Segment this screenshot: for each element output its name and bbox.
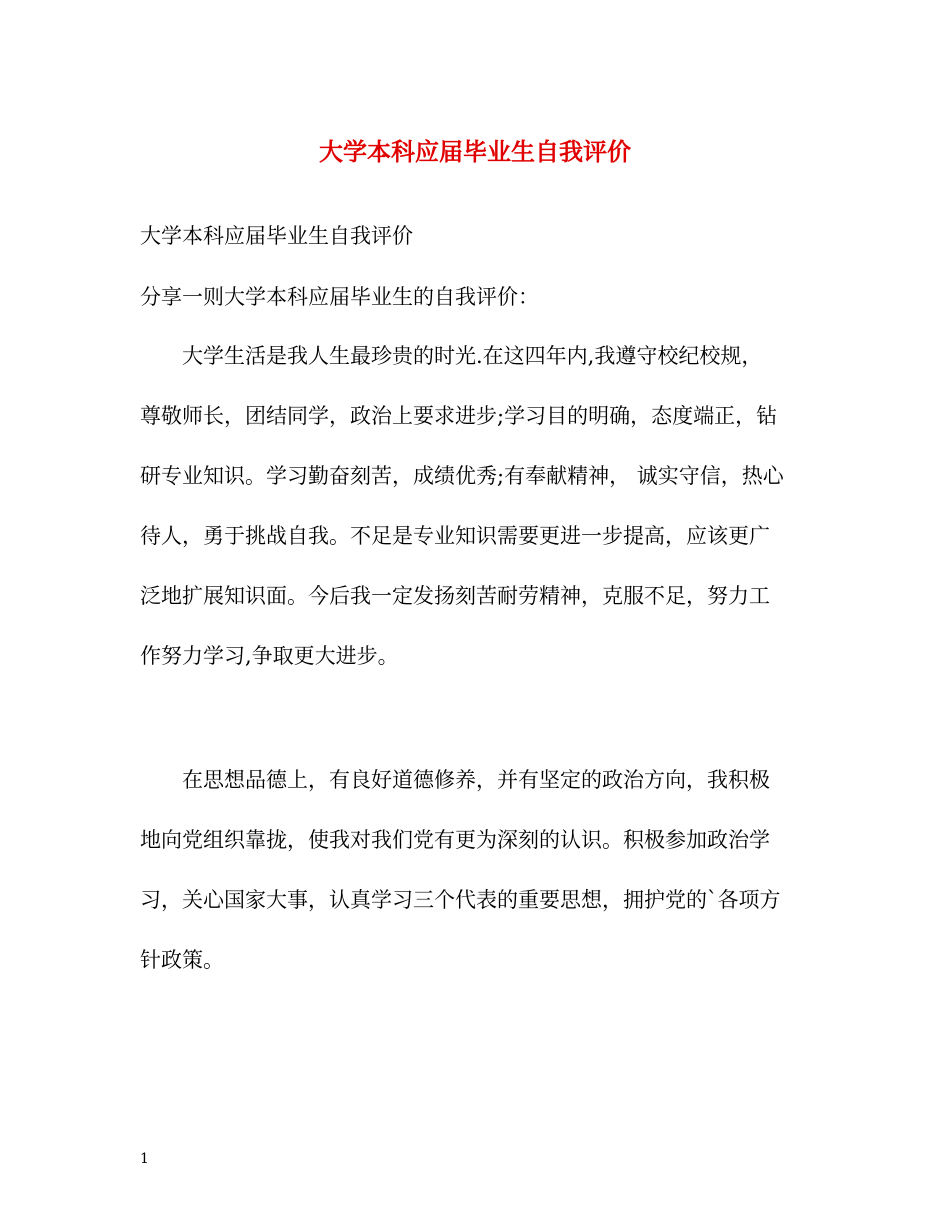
- paragraph-line: 针政策。: [140, 948, 224, 972]
- paragraph-line: 在思想品德上，有良好道德修养，并有坚定的政治方向，我积极: [182, 768, 770, 792]
- paragraph-line: 泛地扩展知识面。今后我一定发扬刻苦耐劳精神，克服不足，努力工: [140, 584, 770, 608]
- paragraph-line: 研专业知识。学习勤奋刻苦，成绩优秀;有奉献精神， 诚实守信，热心: [140, 464, 784, 488]
- paragraph-line: 习，关心国家大事，认真学习三个代表的重要思想，拥护党的`各项方: [140, 888, 781, 912]
- paragraph-line: 大学生活是我人生最珍贵的时光.在这四年内,我遵守校纪校规，: [182, 344, 763, 368]
- paragraph-line: 作努力学习,争取更大进步。: [140, 644, 399, 668]
- document-subtitle: 大学本科应届毕业生自我评价: [140, 224, 413, 248]
- paragraph-line: 地向党组织靠拢，使我对我们党有更为深刻的认识。积极参加政治学: [140, 828, 770, 852]
- paragraph-1: [140, 326, 805, 686]
- page-number: 1: [140, 1151, 149, 1167]
- document-title: 大学本科应届毕业生自我评价: [319, 137, 631, 166]
- document-intro: 分享一则大学本科应届毕业生的自我评价：: [140, 285, 539, 309]
- paragraph-2: [140, 750, 805, 990]
- paragraph-line: 待人，勇于挑战自我。不足是专业知识需要更进一步提高，应该更广: [140, 524, 770, 548]
- paragraph-line: 尊敬师长，团结同学，政治上要求进步;学习目的明确，态度端正，钻: [140, 404, 778, 428]
